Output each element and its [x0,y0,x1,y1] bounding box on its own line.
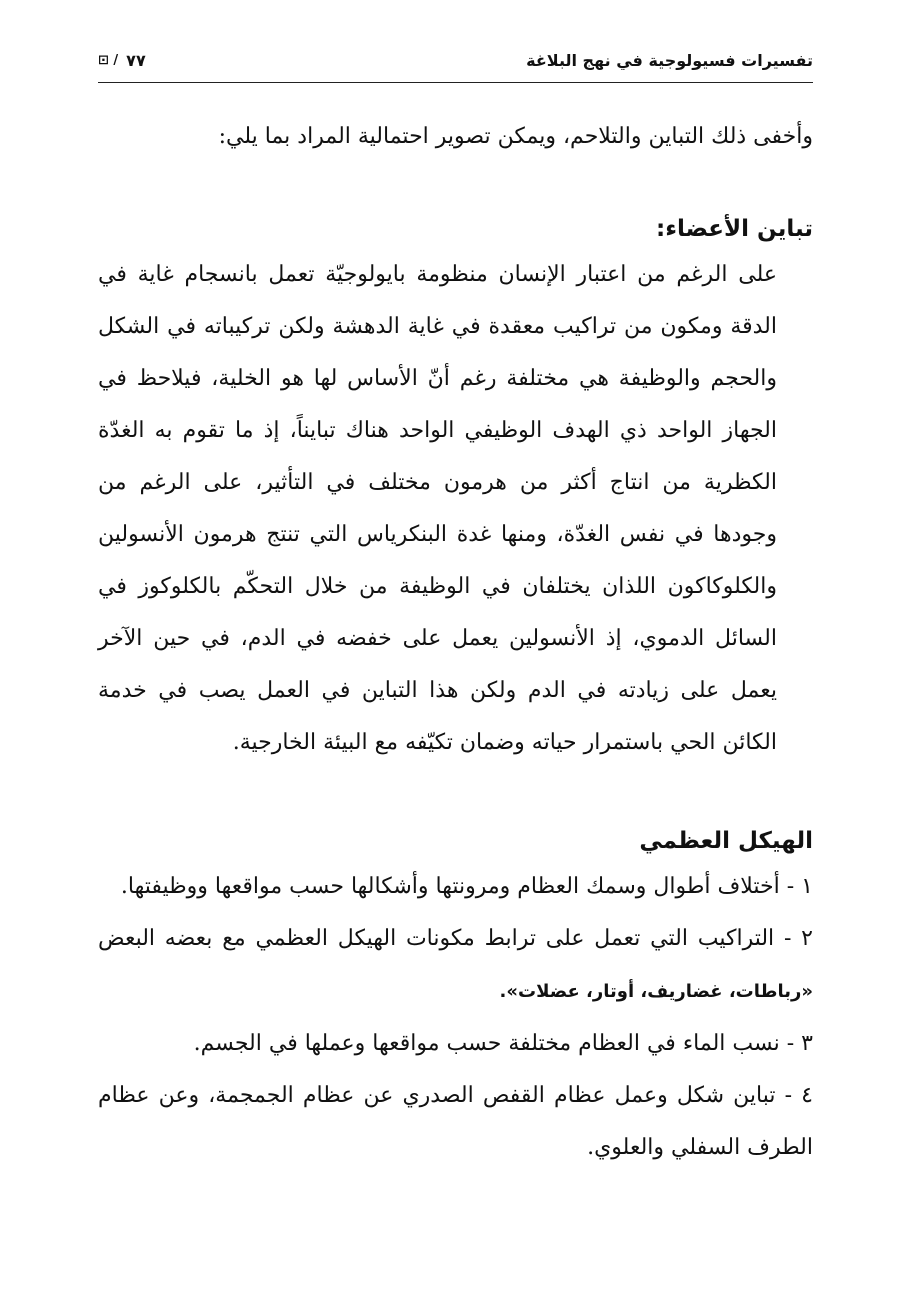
intro-paragraph: وأخفى ذلك التباين والتلاحم، ويمكن تصوير احتمالية المراد بما يلي: [218,124,813,149]
page-mark: ⊡ / [98,52,119,68]
skeleton-item-2-terms: «رباطات، غضاريف، أوتار، عضلات». [499,981,813,1002]
list-item [98,1018,813,1070]
list-item [98,1070,813,1174]
page-folio [98,51,146,70]
skeleton-item-2 [98,913,813,1018]
skeleton-item-1: ١ - أختلاف أطوال وسمك العظام ومرونتها وأشكالها حسب مواقعها ووظيفتها. [120,874,813,899]
skeleton-item-2-text: ٢ - التراكيب التي تعمل على ترابط مكونات الهيكل العظمي مع بعضه البعض [98,926,813,951]
heading-organs-variation: تباين الأعضاء: [656,216,813,242]
skeleton-item-4: ٤ - تباين شكل وعمل عظام القفص الصدري عن عظام الجمجمة، وعن عظام الطرف السفلي والعلوي. [98,1083,813,1160]
page-number: ٧٧ [126,50,146,70]
page-body [98,111,813,1174]
list-item [98,861,813,913]
organs-paragraph: على الرغم من اعتبار الإنسان منظومة بايولوجيّة تعمل بانسجام غاية في الدقة ومكون من تراكيب معقدة في غاية الدهشة ولكن تركيباته في الشكل والحجم والوظيفة هي مختلفة رغم أنّ الأساس لها هو الخلية، فيلاحظ في الجهاز الواحد ذي الهدف الوظيفي الواحد هناك تبايناً، إذ ما تقوم به الغدّة الكظرية من انتاج أكثر من هرمون مختلف في التأثير، على الرغم من وجودها في نفس الغدّة، ومنها غدة البنكرياس التي تنتج هرمون الأنسولين والكلوكاكون اللذان يختلفان في الوظيفة من خلال التحكّم بالكلوكوز في السائل الدموي، إذ الأنسولين يعمل على خفضه في الدم، في حين الآخر يعمل على زيادته في الدم ولكن هذا التباين في العمل يصب في خدمة الكائن الحي باستمرار حياته وضمان تكيّفه مع البيئة الخارجية. [98,262,777,755]
book-title: تفسيرات فسيولوجية في نهج البلاغة [526,50,813,70]
skeleton-item-3: ٣ - نسب الماء في العظام مختلفة حسب مواقعها وعملها في الجسم. [193,1031,813,1056]
heading-skeleton: الهيكل العظمي [639,828,813,854]
running-header [98,38,813,83]
list-item [98,913,813,1018]
book-page [98,38,813,1174]
